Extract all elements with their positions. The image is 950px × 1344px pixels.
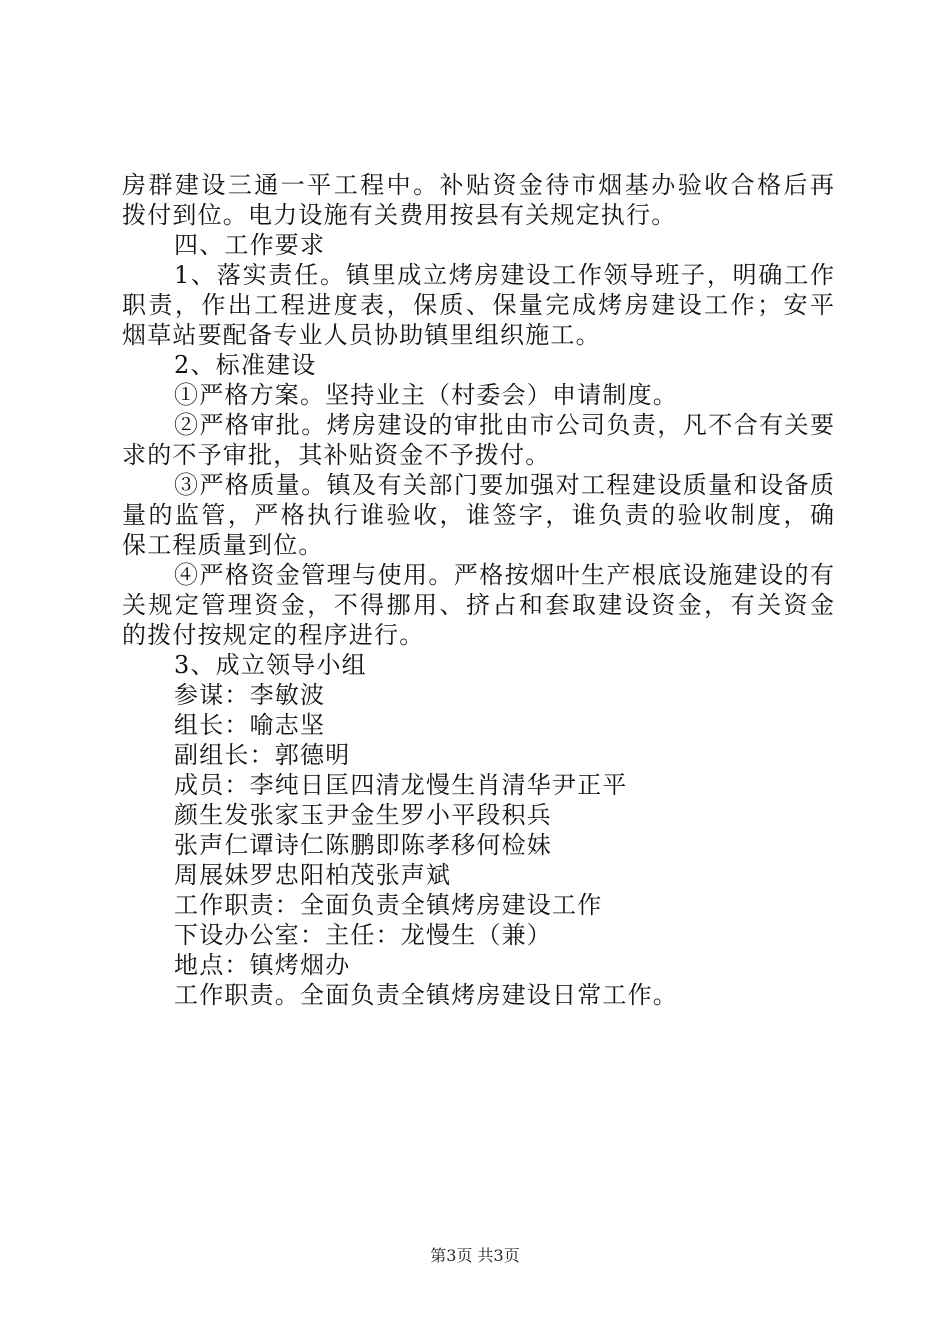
text-line: 1、落实责任。镇里成立烤房建设工作领导班子，明确工作 — [174, 261, 834, 289]
text-line: 拨付到位。电力设施有关费用按县有关规定执行。 — [122, 201, 677, 229]
text-line: 烟草站要配备专业人员协助镇里组织施工。 — [122, 321, 601, 349]
text-line: ②严格审批。烤房建设的审批由市公司负责，凡不合有关要 — [174, 411, 834, 439]
text-line: 组长：喻志坚 — [174, 711, 326, 739]
text-line: 颜生发张家玉尹金生罗小平段积兵 — [174, 801, 552, 829]
text-line: ④严格资金管理与使用。严格按烟叶生产根底设施建设的有 — [174, 561, 834, 589]
text-line: ①严格方案。坚持业主（村委会）申请制度。 — [174, 381, 678, 409]
text-line: 房群建设三通一平工程中。补贴资金待市烟基办验收合格后再 — [122, 171, 834, 199]
text-line: 成员：李纯日匡四清龙慢生肖清华尹正平 — [174, 771, 628, 799]
text-line: 工作职责：全面负责全镇烤房建设工作 — [174, 891, 603, 919]
text-line: 量的监管，严格执行谁验收，谁签字，谁负责的验收制度，确 — [122, 501, 834, 529]
text-line: ③严格质量。镇及有关部门要加强对工程建设质量和设备质 — [174, 471, 834, 499]
text-line: 副组长：郭德明 — [174, 741, 351, 769]
page-number-footer: 第3页 共3页 — [430, 1246, 520, 1265]
text-line: 下设办公室：主任：龙慢生（兼） — [174, 921, 552, 949]
text-line: 3、成立领导小组 — [174, 651, 367, 679]
text-line: 关规定管理资金，不得挪用、挤占和套取建设资金，有关资金 — [122, 591, 834, 619]
text-line: 职责，作出工程进度表，保质、保量完成烤房建设工作；安平 — [122, 291, 834, 319]
text-line: 求的不予审批，其补贴资金不予拨付。 — [122, 441, 551, 469]
text-line: 保工程质量到位。 — [122, 531, 324, 559]
document-body — [122, 170, 834, 1010]
text-line: 参谋：李敏波 — [174, 681, 326, 709]
text-line: 的拨付按规定的程序进行。 — [122, 621, 425, 649]
text-line: 地点：镇烤烟办 — [174, 951, 351, 979]
text-line: 周展妹罗忠阳柏茂张声斌 — [174, 861, 452, 889]
text-line: 张声仁谭诗仁陈鹏即陈孝移何检妹 — [174, 831, 552, 859]
text-line: 四、工作要求 — [174, 231, 326, 259]
text-line: 2、标准建设 — [174, 351, 317, 379]
text-line: 工作职责。全面负责全镇烤房建设日常工作。 — [174, 981, 678, 1009]
